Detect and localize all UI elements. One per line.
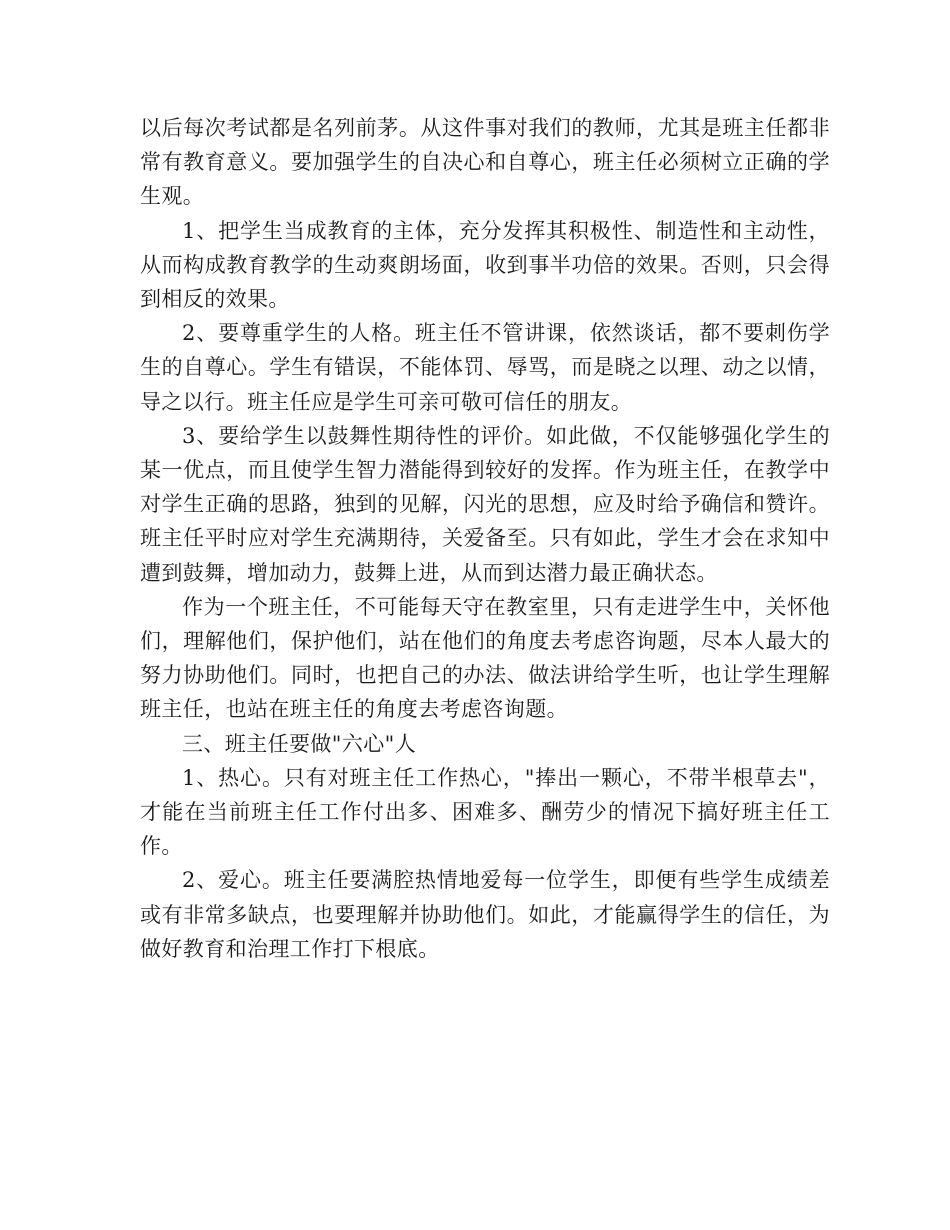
paragraph-6: 1、热心。只有对班主任工作热心，"捧出一颗心，不带半根草去"，才能在当前班主任工作付出多、困难多、酬劳少的情况下搞好班主任工作。 [140, 765, 830, 859]
paragraph-5: 作为一个班主任，不可能每天守在教室里，只有走进学生中，关怀他们，理解他们，保护他们，站在他们的角度去考虑咨询题，尽本人最大的努力协助他们。同时，也把自己的办法、做法讲给学生听，也让学生理解班主任，也站在班主任的角度去考虑咨询题。 [140, 594, 830, 722]
paragraph-4: 3、要给学生以鼓舞性期待性的评价。如此做，不仅能够强化学生的某一优点，而且使学生智力潜能得到较好的发挥。作为班主任，在教学中对学生正确的思路，独到的见解，闪光的思想，应及时给予确信和赞许。班主任平时应对学生充满期待，关爱备至。只有如此，学生才会在求知中遭到鼓舞，增加动力，鼓舞上进，从而到达潜力最正确状态。 [140, 423, 830, 585]
section-heading: 三、班主任要做"六心"人 [182, 731, 417, 756]
paragraph-1: 以后每次考试都是名列前茅。从这件事对我们的教师，尤其是班主任都非常有教育意义。要加强学生的自决心和自尊心，班主任必须树立正确的学生观。 [140, 116, 830, 209]
paragraph-3: 2、要尊重学生的人格。班主任不管讲课，依然谈话，都不要刺伤学生的自尊心。学生有错误，不能体罚、辱骂，而是晓之以理、动之以情，导之以行。班主任应是学生可亲可敬可信任的朋友。 [140, 321, 830, 414]
paragraph-7: 2、爱心。班主任要满腔热情地爱每一位学生，即便有些学生成绩差或有非常多缺点，也要理解并协助他们。如此，才能赢得学生的信任，为做好教育和治理工作打下根底。 [140, 868, 830, 961]
document-body [140, 111, 830, 966]
paragraph-2: 1、把学生当成教育的主体，充分发挥其积极性、制造性和主动性，从而构成教育教学的生动爽朗场面，收到事半功倍的效果。否则，只会得到相反的效果。 [140, 218, 830, 312]
